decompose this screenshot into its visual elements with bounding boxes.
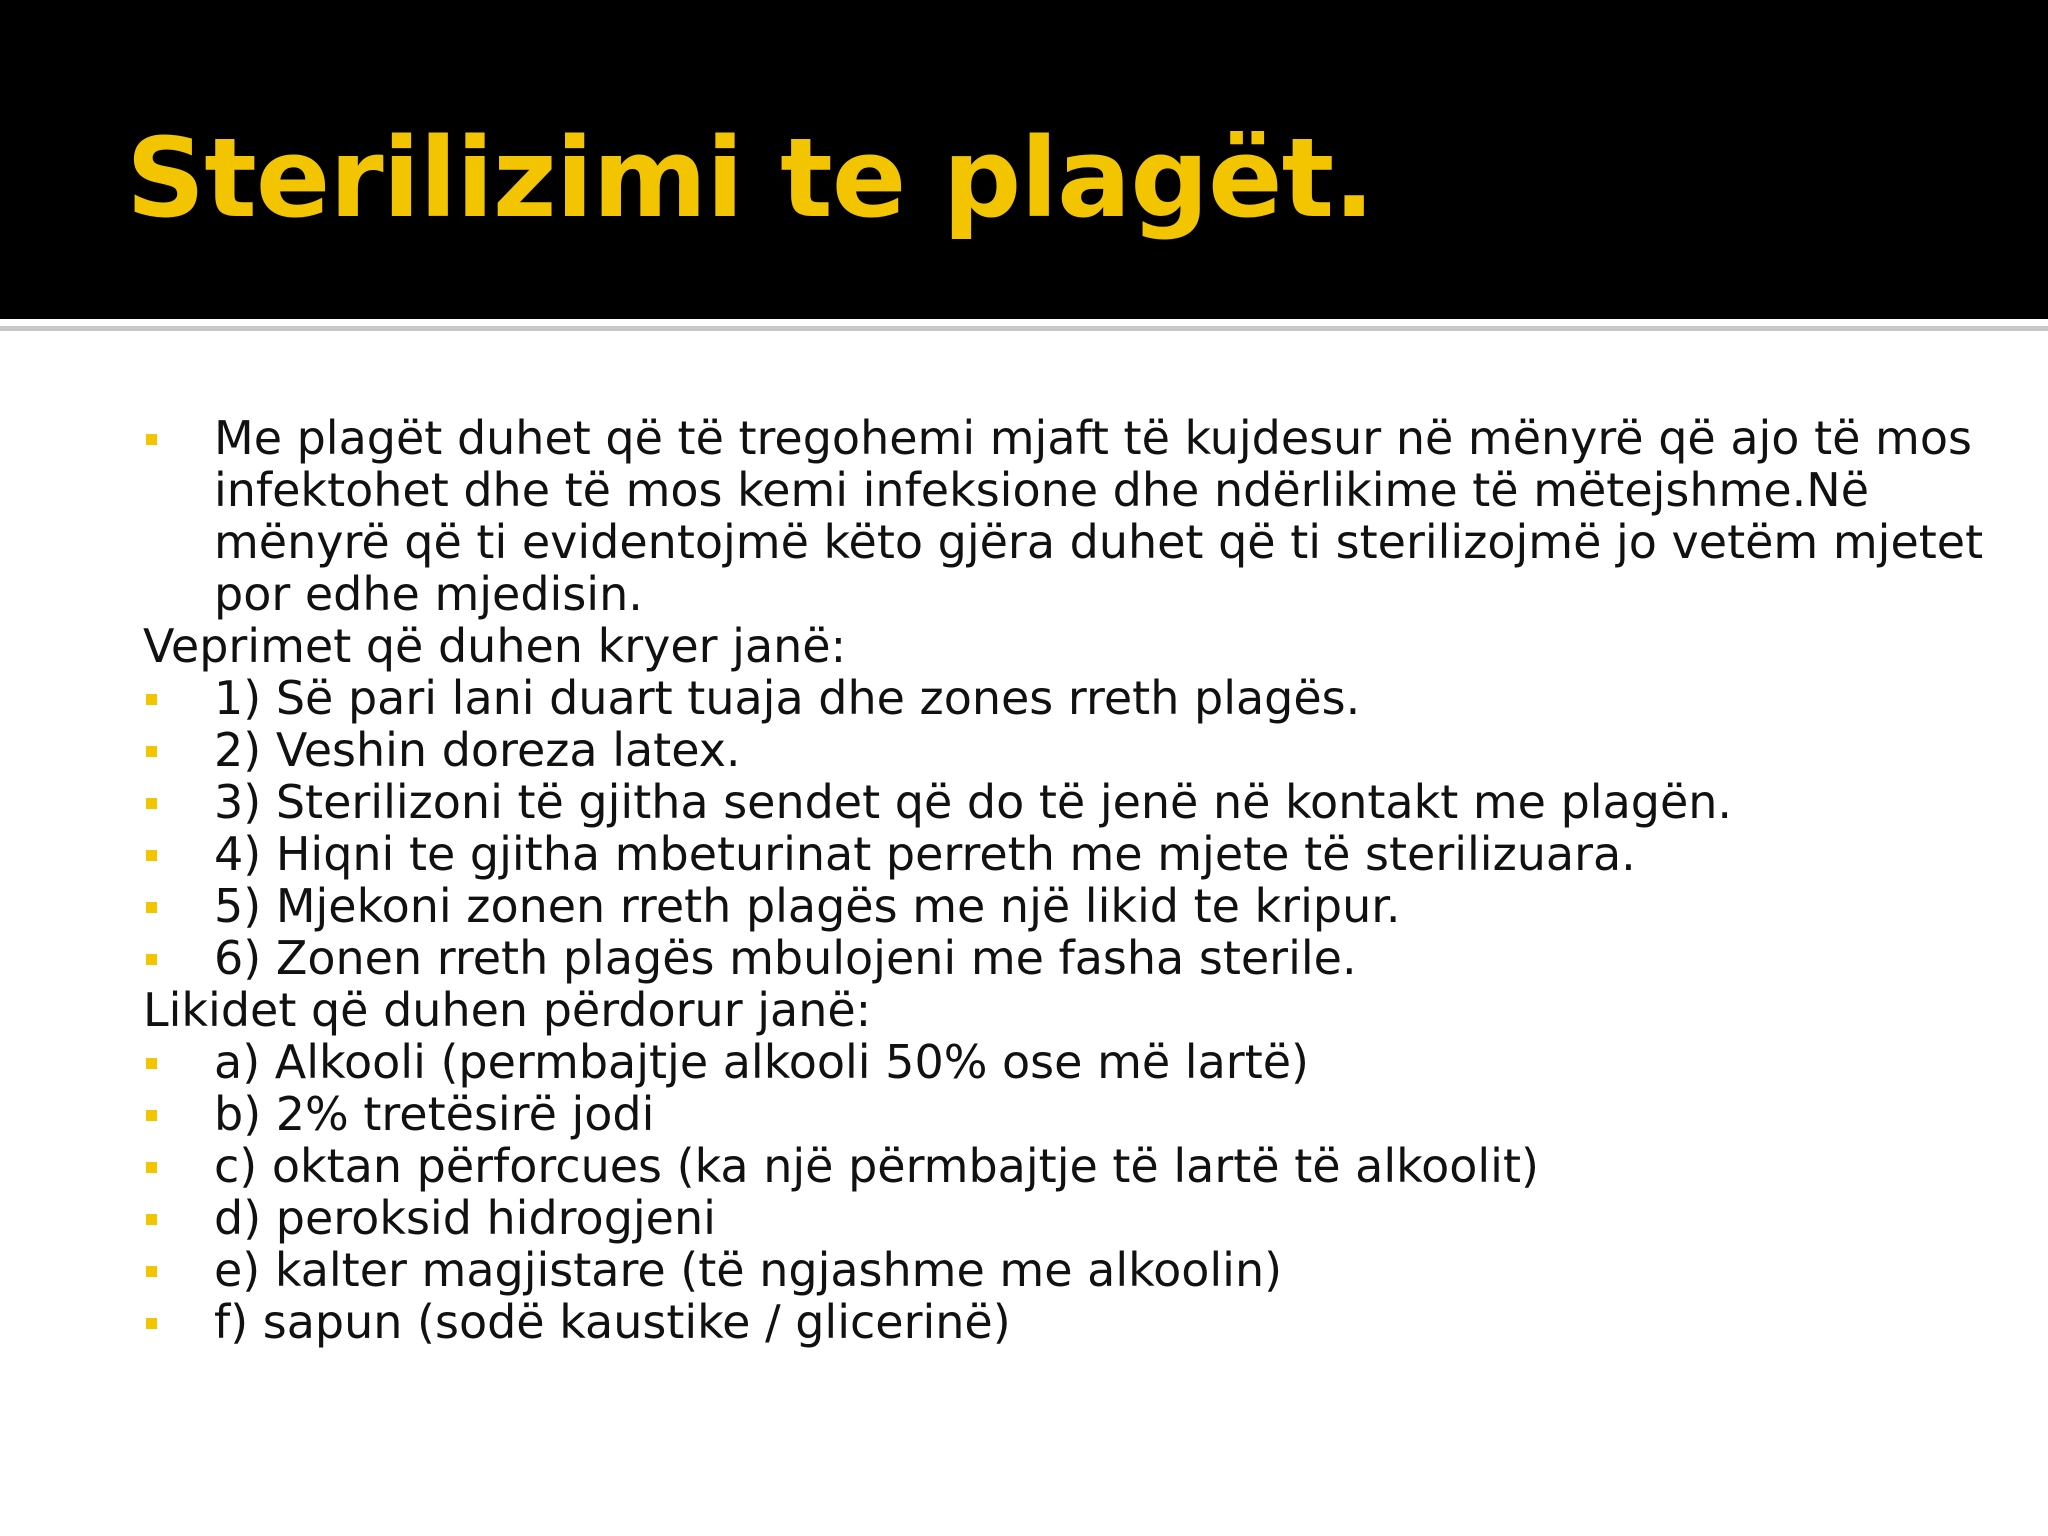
step-text: 4) Hiqni te gjitha mbeturinat perreth me mjete të sterilizuara. bbox=[214, 827, 1636, 881]
liquid-text: e) kalter magjistare (të ngjashme me alkoolin) bbox=[214, 1243, 1283, 1297]
step-text: 6) Zonen rreth plagës mbulojeni me fasha sterile. bbox=[214, 931, 1357, 985]
slide-body bbox=[143, 412, 2003, 1348]
bullet-icon bbox=[146, 850, 157, 861]
slide-title: Sterilizimi te plagët. bbox=[126, 114, 1374, 242]
title-band bbox=[0, 0, 2048, 319]
bullet-icon bbox=[146, 798, 157, 809]
bullet-icon bbox=[146, 1110, 157, 1121]
liquid-text: c) oktan përforcues (ka një përmbajtje të lartë të alkoolit) bbox=[214, 1139, 1539, 1193]
liquid-item bbox=[143, 1192, 2003, 1244]
step-item bbox=[143, 776, 2003, 828]
bullet-icon bbox=[146, 694, 157, 705]
liquid-item bbox=[143, 1088, 2003, 1140]
intro-bullet bbox=[143, 412, 2003, 620]
liquid-item bbox=[143, 1244, 2003, 1296]
intro-line: Me plagët duhet që të tregohemi mjaft të kujdesur në mënyrë që ajo të mos bbox=[214, 411, 1972, 465]
title-divider-white bbox=[0, 319, 2048, 326]
bullet-icon bbox=[146, 434, 157, 445]
step-item bbox=[143, 828, 2003, 880]
liquid-item bbox=[143, 1036, 2003, 1088]
bullet-icon bbox=[146, 902, 157, 913]
title-divider-gray bbox=[0, 326, 2048, 331]
bullet-icon bbox=[146, 1318, 157, 1329]
step-item bbox=[143, 672, 2003, 724]
step-text: 3) Sterilizoni të gjitha sendet që do të jenë në kontakt me plagën. bbox=[214, 775, 1733, 829]
step-item bbox=[143, 880, 2003, 932]
liquid-text: b) 2% tretësirë jodi bbox=[214, 1087, 655, 1141]
bullet-icon bbox=[146, 1162, 157, 1173]
step-text: 2) Veshin doreza latex. bbox=[214, 723, 741, 777]
liquid-text: d) peroksid hidrogjeni bbox=[214, 1191, 716, 1245]
bullet-icon bbox=[146, 1266, 157, 1277]
liquid-item bbox=[143, 1296, 2003, 1348]
intro-line: infektohet dhe të mos kemi infeksione dhe ndërlikime të mëtejshme.Në bbox=[214, 463, 1869, 517]
step-text: 1) Së pari lani duart tuaja dhe zones rreth plagës. bbox=[214, 671, 1361, 725]
steps-heading: Veprimet që duhen kryer janë: bbox=[143, 619, 847, 673]
step-item bbox=[143, 724, 2003, 776]
bullet-icon bbox=[146, 1214, 157, 1225]
liquids-heading: Likidet që duhen përdorur janë: bbox=[143, 983, 872, 1037]
intro-line: por edhe mjedisin. bbox=[214, 567, 643, 621]
bullet-icon bbox=[146, 746, 157, 757]
bullet-icon bbox=[146, 954, 157, 965]
step-text: 5) Mjekoni zonen rreth plagës me një likid te kripur. bbox=[214, 879, 1401, 933]
liquid-item bbox=[143, 1140, 2003, 1192]
liquid-text: f) sapun (sodë kaustike / glicerinë) bbox=[214, 1295, 1011, 1349]
intro-line: mënyrë që ti evidentojmë këto gjëra duhet që ti sterilizojmë jo vetëm mjetet bbox=[214, 515, 1984, 569]
liquid-text: a) Alkooli (permbajtje alkooli 50% ose më lartë) bbox=[214, 1035, 1309, 1089]
step-item bbox=[143, 932, 2003, 984]
bullet-icon bbox=[146, 1058, 157, 1069]
